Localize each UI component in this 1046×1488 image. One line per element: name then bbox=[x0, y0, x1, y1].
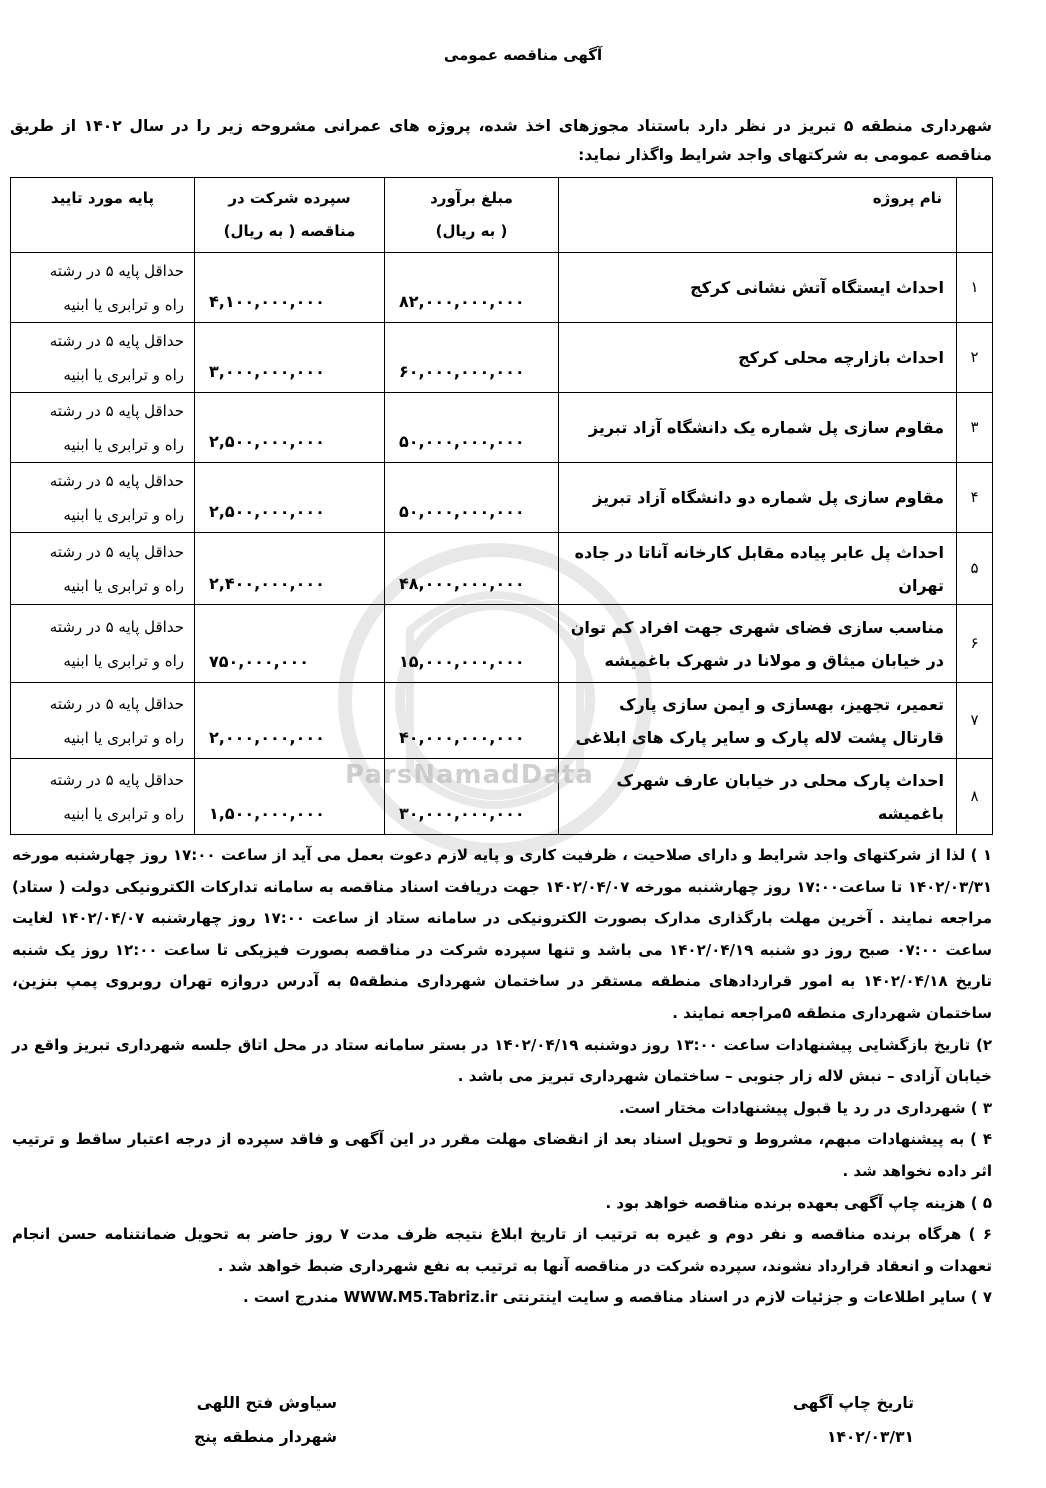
table-body bbox=[11, 253, 993, 835]
estimate-amount: ۴۰,۰۰۰,۰۰۰,۰۰۰ bbox=[385, 683, 559, 759]
project-name: احداث بازارچه محلی کرکج bbox=[559, 323, 957, 393]
table-row bbox=[11, 683, 993, 759]
table-row bbox=[11, 323, 993, 393]
condition-item: ۶ ) هرگاه برنده مناقصه و نفر دوم و غیره به ترتیب از تاریخ ابلاغ نتیجه ظرف مدت ۷ روز حاضر به تحویل ضمانتنامه حسن انجام تعهدات و انعقاد قرارداد نشوند، سپرده شرکت در مناقصه آنها به ترتیب به نفع شهرداری ضبط خواهد شد . bbox=[12, 1225, 992, 1275]
print-date-block bbox=[793, 1386, 914, 1454]
header-estimate bbox=[385, 178, 559, 253]
table-row bbox=[11, 393, 993, 463]
condition-item: ۴ ) به پیشنهادات مبهم، مشروط و تحویل اسناد بعد از انقضای مهلت مقرر در این آگهی و فاقد سپرده از درجه اعتبار ساقط و ترتیب اثر داده نخواهد شد . bbox=[12, 1130, 992, 1180]
condition-item: ۱ ) لذا از شرکتهای واجد شرایط و دارای صلاحیت ، ظرفیت کاری و پایه لازم دعوت بعمل می آید از ساعت ۱۷:۰۰ روز چهارشنبه مورخه ۱۴۰۲/۰۳/۳۱ تا ساعت۱۷:۰۰ روز چهارشنبه مورخه ۱۴۰۲/۰۴/۰۷ جهت دریافت اسناد مناقصه به سامانه تدارکات الکترونیکی دولت ( ستاد) مراجعه نمایند . آخرین مهلت بارگذاری مدارک بصورت الکترونیکی در سامانه ستاد از ساعت ۱۷:۰۰ روز چهارشنبه ۱۴۰۲/۰۴/۰۷ لغایت ساعت ۰۷:۰۰ صبح روز دو شنبه ۱۴۰۲/۰۴/۱۹ می باشد و تنها سپرده شرکت در مناقصه بصورت فیزیکی تا ساعت ۱۲:۰۰ روز یک شنبه تاریخ ۱۴۰۲/۰۴/۱۸ به امور قراردادهای منطقه مستقر در ساختمان شهرداری منطقه۵ به آدرس دروازه تهران روبروی پمپ بنزین، ساختمان شهرداری منطقه ۵مراجعه نمایند . bbox=[12, 846, 993, 1022]
required-grade bbox=[11, 323, 195, 393]
grade-line: راه و ترابری یا ابنیه bbox=[63, 295, 184, 314]
header-estimate-line2: ( به ریال) bbox=[435, 222, 508, 240]
deposit-amount: ۲,۵۰۰,۰۰۰,۰۰۰ bbox=[195, 463, 385, 533]
project-name: مقاوم سازی پل شماره دو دانشگاه آزاد تبریز bbox=[559, 463, 957, 533]
condition-item: ۳ ) شهرداری در رد یا قبول پیشنهادات مختار است. bbox=[618, 1098, 992, 1117]
row-number: ۳ bbox=[957, 393, 993, 463]
required-grade bbox=[11, 463, 195, 533]
deposit-amount: ۴,۱۰۰,۰۰۰,۰۰۰ bbox=[195, 253, 385, 323]
estimate-amount: ۴۸,۰۰۰,۰۰۰,۰۰۰ bbox=[385, 533, 559, 605]
deposit-amount: ۷۵۰,۰۰۰,۰۰۰ bbox=[195, 605, 385, 683]
grade-line: حداقل پایه ۵ در رشته bbox=[49, 770, 184, 789]
project-name: مقاوم سازی پل شماره یک دانشگاه آزاد تبریز bbox=[559, 393, 957, 463]
row-number: ۷ bbox=[957, 683, 993, 759]
condition-item: ۲) تاریخ بازگشایی پیشنهادات ساعت ۱۳:۰۰ روز دوشنبه ۱۴۰۲/۰۴/۱۹ در بستر سامانه ستاد در محل اتاق جلسه شهرداری تبریز واقع در خیابان آزادی – نبش لاله زار جنوبی – ساختمان شهرداری تبریز می باشد . bbox=[12, 1035, 992, 1086]
row-number: ۱ bbox=[957, 253, 993, 323]
grade-line: حداقل پایه ۵ در رشته bbox=[49, 694, 184, 713]
watermark-text: ParsNamadData bbox=[345, 760, 594, 790]
grade-line: راه و ترابری یا ابنیه bbox=[63, 576, 184, 595]
print-date-label: تاریخ چاپ آگهی bbox=[792, 1394, 914, 1412]
signature-block bbox=[194, 1386, 337, 1454]
condition-item: ۷ ) سایر اطلاعات و جزئیات لازم در اسناد مناقصه و سایت اینترنتی WWW.M5.Tabriz.ir مندرج است . bbox=[242, 1288, 992, 1307]
required-grade bbox=[11, 605, 195, 683]
deposit-amount: ۲,۵۰۰,۰۰۰,۰۰۰ bbox=[195, 393, 385, 463]
row-number: ۸ bbox=[957, 759, 993, 835]
print-date: ۱۴۰۲/۰۳/۳۱ bbox=[826, 1428, 914, 1446]
header-deposit-line2: مناقصه ( به ریال) bbox=[223, 222, 356, 240]
grade-line: حداقل پایه ۵ در رشته bbox=[49, 331, 184, 350]
table-header-row bbox=[11, 178, 993, 253]
deposit-amount: ۲,۰۰۰,۰۰۰,۰۰۰ bbox=[195, 683, 385, 759]
header-deposit bbox=[195, 178, 385, 253]
row-number: ۶ bbox=[957, 605, 993, 683]
project-name: احداث پارک محلی در خیابان عارف شهرک باغمیشه bbox=[559, 759, 957, 835]
grade-line: راه و ترابری یا ابنیه bbox=[63, 804, 184, 823]
table-row bbox=[11, 533, 993, 605]
project-name: احداث ایستگاه آتش نشانی کرکج bbox=[559, 253, 957, 323]
grade-line: راه و ترابری یا ابنیه bbox=[63, 365, 184, 384]
required-grade bbox=[11, 393, 195, 463]
required-grade bbox=[11, 253, 195, 323]
row-number: ۵ bbox=[957, 533, 993, 605]
grade-line: حداقل پایه ۵ در رشته bbox=[49, 471, 184, 490]
estimate-amount: ۶۰,۰۰۰,۰۰۰,۰۰۰ bbox=[385, 323, 559, 393]
header-project-name: نام پروژه bbox=[559, 178, 957, 253]
estimate-amount: ۳۰,۰۰۰,۰۰۰,۰۰۰ bbox=[385, 759, 559, 835]
grade-line: حداقل پایه ۵ در رشته bbox=[49, 401, 184, 420]
grade-line: راه و ترابری یا ابنیه bbox=[63, 435, 184, 454]
page-title: آگهی مناقصه عمومی bbox=[443, 46, 603, 64]
required-grade bbox=[11, 533, 195, 605]
signer-name: سیاوش فتح اللهی bbox=[196, 1394, 337, 1412]
table-row bbox=[11, 463, 993, 533]
estimate-amount: ۸۲,۰۰۰,۰۰۰,۰۰۰ bbox=[385, 253, 559, 323]
project-name: تعمیر، تجهیز، بهسازی و ایمن سازی پارک قارتال پشت لاله پارک و سایر پارک های ابلاغی bbox=[559, 683, 957, 759]
conditions-list bbox=[12, 840, 992, 1314]
signer-title: شهردار منطقه پنج bbox=[194, 1428, 337, 1446]
row-number: ۴ bbox=[957, 463, 993, 533]
estimate-amount: ۱۵,۰۰۰,۰۰۰,۰۰۰ bbox=[385, 605, 559, 683]
row-number: ۲ bbox=[957, 323, 993, 393]
condition-item: ۵ ) هزینه چاپ آگهی بعهده برنده مناقصه خواهد بود . bbox=[605, 1193, 992, 1212]
deposit-amount: ۲,۴۰۰,۰۰۰,۰۰۰ bbox=[195, 533, 385, 605]
header-grade: پایه مورد تایید bbox=[11, 178, 195, 253]
grade-line: حداقل پایه ۵ در رشته bbox=[49, 542, 184, 561]
required-grade bbox=[11, 683, 195, 759]
grade-line: راه و ترابری یا ابنیه bbox=[63, 728, 184, 747]
header-number bbox=[957, 178, 993, 253]
table-row bbox=[11, 605, 993, 683]
grade-line: راه و ترابری یا ابنیه bbox=[63, 651, 184, 670]
project-name: احداث پل عابر پیاده مقابل کارخانه آناتا در جاده تهران bbox=[559, 533, 957, 605]
required-grade bbox=[11, 759, 195, 835]
grade-line: حداقل پایه ۵ در رشته bbox=[49, 617, 184, 636]
estimate-amount: ۵۰,۰۰۰,۰۰۰,۰۰۰ bbox=[385, 463, 559, 533]
projects-table bbox=[10, 177, 993, 835]
header-deposit-line1: سپرده شرکت در bbox=[228, 189, 351, 207]
grade-line: راه و ترابری یا ابنیه bbox=[63, 505, 184, 524]
deposit-amount: ۳,۰۰۰,۰۰۰,۰۰۰ bbox=[195, 323, 385, 393]
table-row bbox=[11, 253, 993, 323]
estimate-amount: ۵۰,۰۰۰,۰۰۰,۰۰۰ bbox=[385, 393, 559, 463]
project-name: مناسب سازی فضای شهری جهت افراد کم توان در خیابان میثاق و مولانا در شهرک باغمیشه bbox=[559, 605, 957, 683]
header-estimate-line1: مبلغ برآورد bbox=[430, 189, 513, 207]
grade-line: حداقل پایه ۵ در رشته bbox=[49, 261, 184, 280]
intro-paragraph: شهرداری منطقه ۵ تبریز در نظر دارد باستناد مجوزهای اخذ شده، پروژه های عمرانی مشروحه زیر را در سال ۱۴۰۲ از طریق مناقصه عمومی به شرکتهای واجد شرایط واگذار نماید: bbox=[10, 117, 993, 164]
deposit-amount: ۱,۵۰۰,۰۰۰,۰۰۰ bbox=[195, 759, 385, 835]
